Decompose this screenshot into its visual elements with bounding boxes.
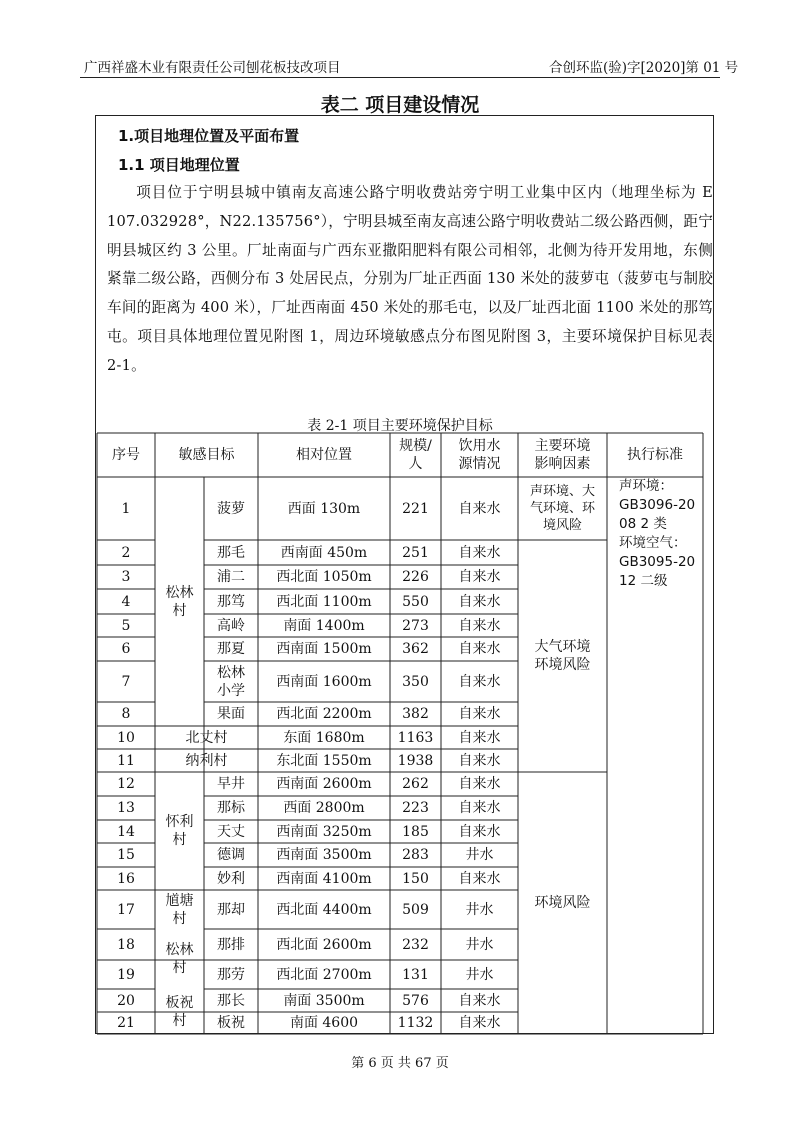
group-banzhu [155,989,204,1034]
group-banzhu-line: 村 [172,1012,187,1029]
standard-cell-line: 环境空气： [619,535,687,551]
row-water-source: 自来水 [458,992,501,1009]
standard-cell-line: 12 二级 [619,573,668,589]
row-water-source: 自来水 [458,729,501,746]
row-position: 西南面 3250m [276,823,372,840]
factor-air-risk-line: 大气环境 [534,639,591,655]
row-no: 20 [117,992,135,1009]
row-target-name: 那长 [217,992,245,1009]
header-scale-line: 规模/ [399,438,432,454]
row-water-source: 自来水 [458,706,501,722]
row-scale: 185 [402,823,429,840]
row-target-name: 那排 [217,936,245,953]
group-songlin-2-line: 村 [172,960,187,976]
row-target-name: 妙利 [217,870,245,887]
factor-noise-air-risk-line: 声环境、大 [529,484,595,499]
row-target-name: 早井 [217,776,245,792]
section-heading-1: 1.项目地理位置及平面布置 [118,127,300,145]
group-songlin-line: 松林 [165,584,194,601]
row-no: 14 [117,823,135,840]
header-target: 敏感目标 [178,447,235,463]
page-header-right: 合创环监(验)字[2020]第 01 号 [549,60,739,76]
row-target-name: 德调 [217,847,245,863]
row-no: 8 [121,706,131,722]
row-no: 1 [121,500,131,517]
factor-air-risk-line: 环境风险 [534,657,591,673]
row-water-source: 井水 [465,901,494,918]
row-position: 西北面 2700m [276,966,372,983]
group-songlin [155,477,204,726]
header-standard: 执行标准 [627,447,683,463]
row-position: 西南面 450m [280,544,368,561]
group-xuantang [155,890,204,929]
standard-cell-line: GB3095-20 [619,554,696,570]
row-scale: 350 [402,673,429,690]
header-factor [518,433,607,477]
header-factor-line: 主要环境 [534,438,591,454]
group-huaili-line: 村 [172,832,187,848]
location-paragraph: 项目位于宁明县城中镇南友高速公路宁明收费站旁宁明工业集中区内（地理坐标为 E 107.032928°，N22.135756°），宁明县城至南友高速公路宁明收费站二级公路西侧，距宁明县城区约 3 公里。厂址南面与广西东亚撒阳肥料有限公司相邻，北侧为待开发用地，东侧紧靠二级公路，西侧分布 3 处居民点，分别为厂址正西面 130 米处的菠萝屯（菠萝屯与制胶车间的距离为 400 米），厂址西南面 450 米处的那毛屯，以及厂址西北面 1100 米处的那笃屯。项目具体地理位置见附图 1，周边环境敏感点分布图见附图 3，主要环境保护目标见表 2-1。 [107,184,713,374]
row-water-source: 自来水 [458,752,501,769]
row-scale: 262 [402,776,429,792]
row-scale: 1163 [397,729,434,746]
row-scale: 1132 [397,1015,434,1031]
row-position: 西面 2800m [283,800,365,816]
page-title: 表二 项目建设情况 [320,94,480,116]
row-water-source: 自来水 [458,870,501,887]
row-water-source: 自来水 [458,673,501,690]
group-songlin-2-line: 松林 [165,942,194,958]
row-target-name-line: 松林 [217,664,245,681]
row-target-name: 高岭 [217,617,245,634]
row-target-name: 纳利村 [185,752,228,769]
row-position: 西南面 3500m [276,847,372,863]
standard-cell-line: GB3096-20 [619,497,696,513]
row-scale: 251 [402,544,429,561]
row-scale: 223 [402,800,429,816]
row-water-source: 自来水 [458,776,501,792]
factor-noise-air-risk [518,477,607,540]
row-target-name: 那夏 [217,641,245,657]
row-position: 东面 1680m [283,729,365,746]
row-scale: 382 [402,706,429,722]
row-position: 南面 1400m [283,617,365,634]
group-songlin-line: 村 [172,602,187,619]
standard-cell-line: 08 2 类 [619,516,667,532]
row-no: 19 [117,966,135,983]
row-target-name: 浦二 [217,569,245,585]
table-caption: 表 2-1 项目主要环境保护目标 [307,418,493,434]
header-water [441,433,518,477]
row-position: 西南面 1600m [276,673,372,690]
standard-cell [607,477,703,1034]
row-scale: 576 [402,992,429,1009]
row-scale: 221 [402,500,429,517]
row-scale: 273 [402,617,429,634]
row-no: 18 [117,936,135,953]
row-position: 南面 3500m [283,992,365,1009]
row-water-source: 自来水 [458,800,501,816]
row-target-name: 天丈 [217,823,245,840]
row-no: 12 [117,776,135,792]
group-songlin-2 [155,929,204,989]
header-scale-line: 人 [408,456,423,472]
row-position: 西北面 4400m [276,901,372,918]
row-scale: 509 [402,901,429,918]
factor-risk: 环境风险 [534,895,591,911]
row-position: 西北面 2600m [276,936,372,953]
row-scale: 1938 [397,752,434,769]
standard-cell-line: 声环境： [619,478,673,494]
row-scale: 362 [402,641,429,657]
group-xuantang-line: 馗塘 [165,892,194,909]
factor-noise-air-risk-line: 境风险 [542,518,582,533]
row-scale: 283 [402,847,429,863]
row-water-source: 井水 [465,966,494,983]
header-no: 序号 [112,447,140,463]
row-target-name [204,661,258,702]
row-no: 16 [117,870,135,887]
header-water-line: 源情况 [458,456,501,472]
row-water-source: 自来水 [458,500,501,517]
group-huaili-line: 怀利 [165,814,194,830]
row-water-source: 自来水 [458,823,501,840]
row-no: 2 [121,544,131,561]
header-water-line: 饮用水 [458,438,501,454]
row-water-source: 自来水 [458,1015,501,1031]
row-no: 21 [117,1015,135,1031]
header-position: 相对位置 [296,447,352,463]
row-position: 西北面 1100m [276,593,372,610]
group-banzhu-line: 板祝 [165,994,194,1011]
row-position: 西面 130m [287,500,361,517]
row-position: 南面 4600 [289,1015,359,1031]
row-no: 7 [121,673,131,690]
row-scale: 131 [402,966,429,983]
row-position: 西北面 2200m [276,706,372,722]
row-target-name: 北丈村 [185,729,228,746]
row-target-name: 菠萝 [217,500,245,517]
header-scale [390,433,441,477]
row-no: 17 [117,901,135,918]
row-water-source: 自来水 [458,617,501,634]
row-no: 5 [121,617,131,634]
row-target-name: 果面 [217,706,245,722]
row-target-name: 板祝 [217,1015,245,1031]
row-water-source: 井水 [465,936,494,953]
row-water-source: 自来水 [458,569,501,585]
row-no: 6 [121,641,131,657]
row-no: 3 [121,569,131,585]
row-target-name: 那却 [217,901,245,918]
row-position: 西南面 1500m [276,641,372,657]
row-water-source: 自来水 [458,544,501,561]
row-position: 西北面 1050m [276,569,372,585]
group-xuantang-line: 村 [172,910,187,927]
row-water-source: 井水 [465,847,494,863]
header-factor-line: 影响因素 [534,456,591,472]
section-heading-1-1: 1.1 项目地理位置 [118,156,240,174]
factor-air-risk [518,540,607,772]
page-footer: 第 6 页 共 67 页 [351,1056,449,1071]
row-no: 10 [117,729,135,746]
row-position: 西南面 4100m [276,870,372,887]
row-scale: 150 [402,870,429,887]
row-target-name: 那笃 [217,593,245,610]
row-scale: 232 [402,936,429,953]
row-position: 东北面 1550m [276,752,372,769]
row-target-name: 那标 [217,800,245,816]
row-scale: 226 [402,569,429,585]
row-target-name: 那劳 [217,966,245,983]
page-header-left: 广西祥盛木业有限责任公司刨花板技改项目 [84,60,341,76]
row-target-name: 那毛 [217,544,245,561]
row-position: 西南面 2600m [276,776,372,792]
row-scale: 550 [402,593,429,610]
row-target-name-line: 小学 [217,682,245,699]
factor-noise-air-risk-line: 气环境、环 [529,501,595,516]
row-water-source: 自来水 [458,641,501,657]
row-no: 13 [117,800,135,816]
row-no: 11 [117,752,135,769]
row-no: 4 [121,593,131,610]
row-no: 15 [117,847,135,863]
row-water-source: 自来水 [458,593,501,610]
group-huaili [155,772,204,890]
